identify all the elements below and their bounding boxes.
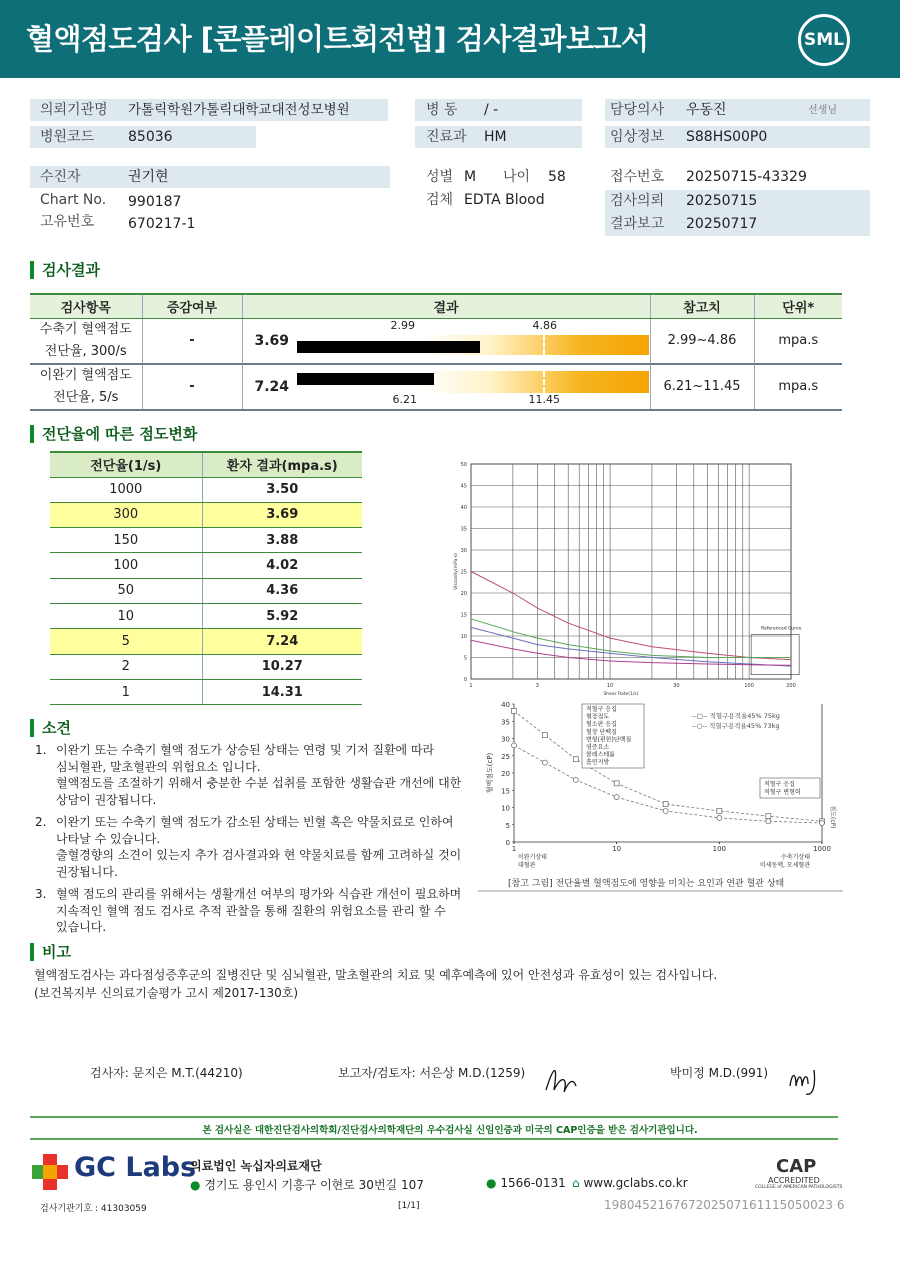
page-number: [1/1]	[398, 1201, 420, 1211]
cap-accredited: ACCREDITED	[768, 1176, 820, 1185]
note-line: 심뇌혈관, 말초혈관의 위험요소 입니다.	[56, 759, 261, 774]
shear-rate-cell: 50	[50, 578, 202, 603]
data-point	[614, 795, 619, 800]
list-item	[30, 742, 470, 808]
doctor-label: 담당의사	[610, 102, 665, 118]
foundation-name: 의료법인 녹십자의료재단	[190, 1159, 322, 1173]
clinical-label: 임상정보	[610, 129, 665, 145]
signature-image	[540, 1060, 580, 1100]
note-line: 혈액점도를 조절하기 위해서 충분한 수분 섭취를 포함한 생활습관 개선에 대한	[56, 776, 462, 790]
test-name: 이완기 혈액점도	[39, 367, 132, 383]
x-tick-label: 100	[712, 845, 727, 853]
x-axis-label: Shear Rate(1/s)	[603, 692, 639, 697]
note-line: 출혈경향의 소견이 있는지 추가 검사결과와 현 약물치료를 함께 고려하실 것이	[56, 848, 462, 862]
viscosity-cell: 10.27	[202, 654, 362, 679]
website-text[interactable]: www.gclabs.co.kr	[583, 1176, 688, 1190]
table-row	[30, 364, 842, 410]
flag-value: -	[142, 364, 242, 410]
axis-annotation: 수축기상태	[781, 854, 810, 861]
phone-text: 1566-0131	[500, 1176, 566, 1190]
shear-rate-cell: 100	[50, 553, 202, 578]
chart-no-value: 990187	[128, 194, 182, 210]
dept-label: 진료과	[426, 129, 467, 145]
ward-label: 병 동	[426, 102, 458, 118]
reference-figure	[478, 700, 843, 892]
y-axis-label: 혈액점도(cP)	[486, 752, 494, 794]
receipt-label: 접수번호	[610, 169, 665, 185]
col-result: 결과	[242, 294, 650, 318]
legend-label: 혈장 단백질	[586, 728, 617, 736]
footer-line	[30, 1116, 838, 1118]
y-tick-label: 35	[460, 526, 467, 533]
legend-label: 변형(편한)단백질	[586, 736, 632, 744]
unique-id-value: 670217-1	[128, 216, 196, 232]
legend-label: 염증요소	[586, 744, 610, 751]
chart-annotation: Referenced Curve	[761, 626, 802, 632]
request-date-label: 검사의뢰	[610, 193, 665, 209]
notes-list	[30, 742, 470, 942]
y-tick-label: 25	[460, 569, 467, 576]
report-date-value: 20250717	[686, 216, 758, 232]
doctor-value: 우동진	[686, 102, 727, 118]
report-title: 혈액점도검사 [콘플레이트회전법] 검사결과보고서	[26, 22, 649, 56]
list-item	[30, 814, 470, 880]
address	[190, 1176, 424, 1193]
table-row	[50, 528, 362, 553]
note-line: 나타날 수 있습니다.	[56, 831, 161, 846]
specimen-label: 검체	[426, 192, 454, 208]
institution-number: 검사기관기호 : 41303059	[40, 1204, 147, 1214]
table-row	[30, 318, 842, 364]
hospital-code-label: 병원코드	[40, 129, 95, 145]
reporter-signature: 보고자/검토자: 서은상 M.D.(1259)	[338, 1066, 526, 1080]
reference-value: 2.99~4.86	[650, 318, 754, 364]
phone-icon: ●	[486, 1176, 497, 1190]
report-date-label: 결과보고	[610, 216, 665, 232]
results-section-title: 검사결과	[30, 261, 100, 279]
clinical-value: S88HS00P0	[686, 129, 768, 145]
request-date-value: 20250715	[686, 193, 758, 209]
y-tick-label: 15	[460, 612, 467, 619]
y-tick-label: 30	[460, 548, 467, 554]
legend-label: --○-- 적혈구용적율45% 73kg	[692, 722, 780, 730]
address-text: 경기도 용인시 기흥구 이현로 30번길 107	[204, 1178, 424, 1192]
website[interactable]	[572, 1176, 688, 1190]
data-point	[512, 708, 517, 713]
viscosity-cell: 3.88	[202, 528, 362, 553]
result-value: 7.24	[254, 378, 290, 395]
shear-rate-cell: 300	[50, 502, 202, 527]
x-tick-label: 100	[744, 683, 754, 689]
viscosity-cell: 4.02	[202, 553, 362, 578]
ward-value: / -	[484, 102, 499, 118]
home-icon: ⌂	[572, 1176, 580, 1190]
legend-label: 적혈구 응집	[764, 781, 795, 788]
footer-line	[30, 1138, 838, 1140]
test-name: 수축기 혈액점도	[39, 321, 132, 337]
table-row	[50, 578, 362, 603]
y-tick-label: 40	[501, 701, 510, 709]
location-icon: ●	[190, 1178, 201, 1192]
cert-text: 본 검사실은 대한진단검사의학회/진단검사의학재단의 우수검사실 신임인증과 미국의 CAP인증을 받은 검사기관입니다.	[202, 1125, 698, 1136]
unit-value: mpa.s	[754, 364, 842, 410]
col-unit: 단위*	[754, 294, 842, 318]
ref-high-tick: 11.45	[528, 392, 560, 406]
notes-section-title: 소견	[30, 719, 71, 737]
age-label: 나이	[503, 169, 531, 185]
viscosity-cell: 5.92	[202, 603, 362, 628]
gauge-fill	[297, 373, 434, 385]
shear-section-title: 전단율에 따른 점도변화	[30, 425, 197, 443]
table-row	[50, 553, 362, 578]
x-tick-label: 200	[786, 683, 796, 689]
axis-annotation: 이완기상태	[518, 854, 547, 861]
test-name-sub: 전단율, 300/s	[44, 343, 127, 359]
flag-value: -	[142, 318, 242, 364]
list-item	[30, 886, 470, 936]
y-tick-label: 10	[460, 634, 467, 640]
table-row	[50, 502, 362, 527]
gc-labs-logo: GC Labs	[74, 1152, 197, 1183]
table-row	[50, 477, 362, 502]
data-point	[663, 802, 668, 807]
x-tick-label: 1000	[813, 845, 831, 853]
x-tick-label: 10	[606, 683, 614, 689]
y-axis-label: Viscosity(mPa·s)	[454, 553, 459, 590]
note-line: 혈액 점도의 관리를 위해서는 생활개선 여부의 평가와 식습관 개선이 필요하며	[56, 887, 462, 901]
col-test-item: 검사항목	[30, 294, 142, 318]
data-point	[766, 814, 771, 819]
data-point	[573, 777, 578, 782]
remarks-line: (보건복지부 신의료기술평가 고시 제2017-130호)	[34, 986, 299, 1000]
y-tick-label: 45	[460, 483, 467, 490]
remarks-section-title: 비고	[30, 943, 71, 961]
legend-label: 적혈구 응집	[586, 706, 617, 713]
third-signature: 박미정 M.D.(991)	[670, 1066, 769, 1080]
receipt-value: 20250715-43329	[686, 169, 807, 185]
cap-logo: CAP	[776, 1156, 817, 1177]
y2-axis-label: 점도(cP)	[829, 805, 836, 829]
result-gauge	[243, 319, 650, 363]
y-tick-label: 5	[463, 655, 467, 662]
col-patient-result: 환자 결과(mpa.s)	[202, 452, 362, 477]
data-point	[542, 760, 547, 765]
institution-label: 의뢰기관명	[40, 102, 108, 118]
patient-label: 수진자	[40, 169, 81, 185]
y-tick-label: 50	[460, 462, 467, 468]
note-line: 이완기 또는 수축기 혈액 점도가 감소된 상태는 빈혈 혹은 약물치료로 인하여	[56, 815, 454, 829]
legend-label: 혈장점도	[586, 713, 610, 721]
shear-rate-cell: 1	[50, 679, 202, 704]
viscosity-cell: 7.24	[202, 629, 362, 654]
sex-value: M	[464, 169, 477, 185]
x-tick-label: 1	[511, 845, 517, 853]
ref-low-tick: 6.21	[392, 392, 417, 406]
legend-label: --□-- 적혈구용적율45% 75kg	[692, 712, 780, 720]
sml-logo: SML	[798, 14, 850, 66]
reference-value: 6.21~11.45	[650, 364, 754, 410]
viscosity-cell: 14.31	[202, 679, 362, 704]
y-tick-label: 20	[501, 770, 510, 778]
shear-rate-cell: 1000	[50, 477, 202, 502]
x-tick-label: 10	[612, 845, 622, 853]
age-value: 58	[548, 169, 566, 185]
legend-label: 혈소판 응집	[586, 721, 617, 729]
patient-value: 권기현	[128, 169, 169, 185]
data-point	[614, 781, 619, 786]
viscosity-cell: 4.36	[202, 578, 362, 603]
data-point	[512, 743, 517, 748]
list-number: 3.	[35, 887, 47, 901]
unique-id-label: 고유번호	[40, 214, 95, 230]
viscosity-cell: 3.50	[202, 477, 362, 502]
gauge-fill	[297, 341, 480, 353]
table-row	[50, 603, 362, 628]
y-tick-label: 35	[501, 718, 510, 727]
test-name-sub: 전단율, 5/s	[53, 389, 119, 405]
data-point	[717, 808, 722, 813]
note-line: 지속적인 혈액 점도 검사로 추적 관찰을 통해 질환의 위험요소를 관리 할 수	[56, 903, 446, 918]
result-value: 3.69	[254, 332, 290, 349]
y-tick-label: 30	[501, 735, 510, 744]
gc-cross-icon	[30, 1152, 70, 1192]
y-tick-label: 20	[460, 591, 467, 597]
chart-no-label: Chart No.	[40, 192, 107, 208]
data-point	[766, 819, 771, 824]
data-point	[663, 808, 668, 813]
x-tick-label: 3	[535, 683, 539, 689]
data-point	[542, 733, 547, 738]
viscosity-cell: 3.69	[202, 502, 362, 527]
x-tick-label: 1	[469, 683, 473, 689]
results-table	[30, 293, 842, 411]
col-reference: 참고치	[650, 294, 754, 318]
data-point	[717, 815, 722, 820]
specimen-value: EDTA Blood	[464, 192, 545, 208]
axis-annotation: 미세동맥, 모세혈관	[759, 862, 810, 869]
shear-table	[50, 451, 362, 705]
barcode-number: 198045216767202507161115050023 6	[604, 1198, 845, 1212]
legend-label: 콜레스테롤	[586, 751, 615, 759]
y-tick-label: 15	[501, 787, 510, 796]
doctor-suffix: 선생님	[808, 105, 837, 116]
legend-label: 적혈구 변형력	[764, 789, 801, 796]
list-number: 2.	[35, 815, 47, 829]
shear-rate-cell: 2	[50, 654, 202, 679]
figure-caption: [참고 그림] 전단율별 혈액점도에 영향을 미치는 요인과 연관 혈관 상태	[508, 879, 785, 889]
legend-label: 흡연지방	[586, 759, 610, 767]
signature-image	[786, 1062, 828, 1098]
table-row	[50, 654, 362, 679]
note-line: 권장됩니다.	[56, 864, 118, 879]
result-gauge	[243, 365, 650, 409]
institution-value: 가톨릭학원가톨릭대학교대전성모병원	[128, 102, 350, 118]
report-header	[0, 0, 900, 78]
y-tick-label: 0	[463, 677, 467, 683]
hospital-code-value: 85036	[128, 129, 173, 145]
viscosity-chart	[445, 458, 802, 698]
ref-high-tick: 4.86	[532, 318, 557, 332]
remarks-line: 혈액점도검사는 과다점성증후군의 질병진단 및 심뇌혈관, 말초혈관의 치료 및 예후예측에 있어 안전성과 유효성이 있는 검사입니다.	[34, 968, 718, 982]
ref-low-tick: 2.99	[390, 318, 415, 332]
y-tick-label: 10	[501, 804, 510, 813]
table-row	[50, 629, 362, 654]
note-line: 이완기 또는 수축기 혈액 점도가 상승된 상태는 연령 및 기저 질환에 따라	[56, 743, 435, 757]
data-point	[820, 821, 825, 826]
list-number: 1.	[35, 743, 47, 757]
dept-value: HM	[484, 129, 507, 145]
x-tick-label: 30	[673, 683, 680, 689]
note-line: 있습니다.	[56, 920, 107, 934]
note-line: 상담이 권장됩니다.	[56, 792, 157, 807]
axis-annotation: 대혈관	[518, 862, 536, 869]
cap-college: COLLEGE of AMERICAN PATHOLOGISTS	[755, 1185, 843, 1190]
col-shear-rate: 전단율(1/s)	[50, 452, 202, 477]
shear-rate-cell: 10	[50, 603, 202, 628]
tester-signature: 검사자: 문지은 M.T.(44210)	[90, 1066, 243, 1080]
y-tick-label: 40	[460, 505, 467, 511]
phone	[486, 1176, 566, 1190]
shear-rate-cell: 150	[50, 528, 202, 553]
y-tick-label: 0	[505, 839, 510, 847]
unit-value: mpa.s	[754, 318, 842, 364]
table-row	[50, 679, 362, 704]
info-bar	[30, 166, 390, 188]
data-point	[573, 757, 578, 762]
y-tick-label: 25	[501, 752, 510, 761]
col-flag: 증감여부	[142, 294, 242, 318]
y-tick-label: 5	[505, 821, 510, 830]
shear-rate-cell: 5	[50, 629, 202, 654]
sex-label: 성별	[426, 169, 454, 185]
